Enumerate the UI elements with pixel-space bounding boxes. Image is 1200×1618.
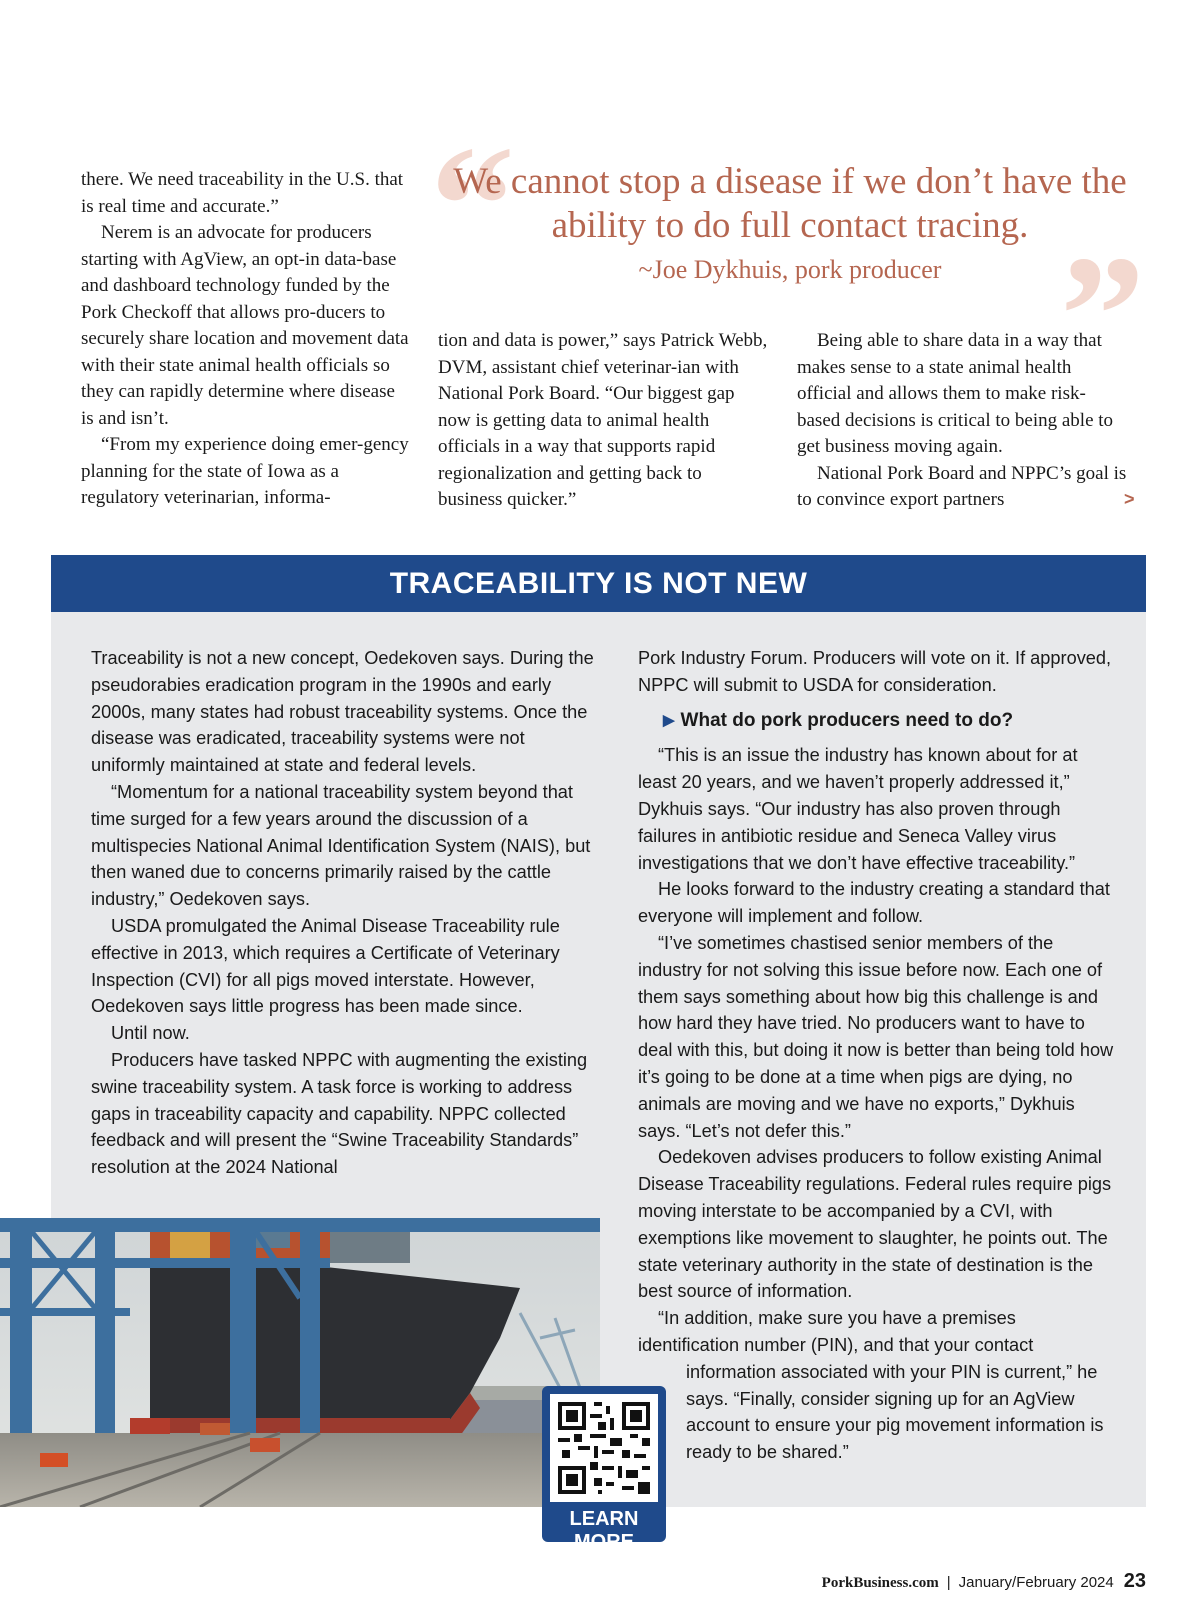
sidebar-paragraph: Oedekoven advises producers to follow existing Animal Disease Traceability regulations. Federal rules require pigs moving interstate to be accompanied by a CVI, with exemptions like movement to slaughter, he points out. The state veterinary authority in the state of destination is the best source of information. [638, 1147, 1112, 1302]
footer-issue: January/February 2024 [958, 1574, 1114, 1591]
article-paragraph: National Pork Board and NPPC’s goal is to convince export partners [797, 462, 1127, 510]
article-paragraph: there. We need traceability in the U.S. that is real time and accurate.” [81, 169, 404, 217]
qr-code[interactable] [550, 1394, 658, 1502]
footer-site: PorkBusiness.com [821, 1575, 939, 1591]
footer-separator: | [946, 1574, 951, 1591]
article-paragraph: tion and data is power,” says Patrick Webb, DVM, assistant chief veterinar-ian with National Pork Board. “Our biggest gap now is getting data to animal health officials in a way that supports rapid regionalization and getting back to business quicker.” [438, 330, 768, 510]
sidebar-subhead-text: What do pork producers need to do? [680, 709, 1014, 731]
page-number: 23 [1123, 1570, 1146, 1592]
sidebar-paragraph: “I’ve sometimes chastised senior members of the industry for not solving this issue before now. Each one of them says something about how big this challenge is and how hard they have tried. No producers want to have to deal with this, but doing it now is better than being told how it’s going to be done at a time when pigs are dying, no animals are moving and we have no exports,” Dykhuis says. “Let’s not defer this.” [638, 932, 1114, 1141]
pull-quote-attribution: ~Joe Dykhuis, pork producer [638, 255, 942, 284]
sidebar-paragraph: “Momentum for a national traceability system beyond that time surged for a few years around the discussion of a multispecies National Animal Identification System (NAIS), but then waned due to concerns primarily raised by the cattle industry,” Oedekoven says. [91, 781, 591, 910]
article-column-3 [797, 328, 1127, 514]
sidebar-title: TRACEABILITY IS NOT NEW [389, 566, 808, 600]
sidebar-paragraph: “In addition, make sure you have a premises identification number (PIN), and that your contact [638, 1308, 1034, 1355]
sidebar-banner [51, 555, 1146, 612]
sidebar-paragraph: He looks forward to the industry creating a standard that everyone will implement and follow. [638, 879, 1110, 927]
sidebar-paragraph: Until now. [111, 1023, 190, 1044]
article-paragraph: Being able to share data in a way that makes sense to a state animal health official and allows them to make risk-based decisions is critical to being able to get business moving again. [797, 330, 1114, 457]
close-quote-mark-icon: ” [1060, 221, 1145, 409]
article-paragraph: “From my experience doing emer-gency planning for the state of Iowa as a regulatory veterinarian, informa- [81, 434, 409, 508]
sidebar-column-1 [91, 645, 601, 1181]
open-quote-mark-icon: “ [430, 111, 515, 299]
triangle-bullet-icon: ▶ [663, 711, 675, 729]
article-column-1 [81, 167, 411, 512]
sidebar-paragraph: information associated with your PIN is current,” he says. “Finally, consider signing up for an AgView account to ensure your pig movement information is ready to be shared.” [686, 1361, 1104, 1463]
qr-code-card[interactable] [542, 1386, 666, 1553]
port-container-ship-photo [0, 1218, 600, 1507]
sidebar-paragraph: Traceability is not a new concept, Oedekoven says. During the pseudorabies eradication program in the 1990s and early 2000s, many states had robust traceability systems. Once the disease was eradicated, traceability systems were not uniformly maintained at state and federal levels. [91, 648, 594, 776]
article-paragraph: Nerem is an advocate for producers starting with AgView, an opt-in data-base and dashboard technology funded by the Pork Checkoff that allows pro-ducers to securely share location and movement data with their state animal health officials so they can rapidly determine where disease is and isn’t. [81, 222, 409, 429]
pull-quote [440, 160, 1140, 286]
learn-more-label[interactable]: LEARN MORE [569, 1508, 639, 1553]
sidebar-paragraph: Pork Industry Forum. Producers will vote on it. If approved, NPPC will submit to USDA for consideration. [638, 648, 1112, 695]
pull-quote-text: We cannot stop a disease if we don’t have the ability to do full contact tracing. [453, 161, 1127, 246]
sidebar-paragraph: USDA promulgated the Animal Disease Traceability rule effective in 2013, which requires a Certificate of Veterinary Inspection (CVI) for all pigs moved interstate. However, Oedekoven says little progress has been made since. [91, 915, 560, 1017]
sidebar-subhead [638, 708, 1118, 735]
sidebar-paragraph: Producers have tasked NPPC with augmenting the existing swine traceability system. A task force is working to address gaps in traceability capacity and capability. NPPC collected feedback and will present the “Swine Traceability Standards” resolution at the 2024 National [91, 1049, 588, 1178]
page-footer [822, 1570, 1146, 1593]
sidebar-paragraph: “This is an issue the industry has known about for at least 20 years, and we haven’t properly addressed it,” Dykhuis says. “Our industry has also proven through failures in antibiotic residue and Seneca Valley virus investigations that we don’t have effective traceability.” [638, 745, 1078, 873]
continue-arrow-icon: > [1124, 489, 1135, 509]
article-column-2 [438, 328, 768, 514]
sidebar-column-2 [638, 645, 1118, 1466]
